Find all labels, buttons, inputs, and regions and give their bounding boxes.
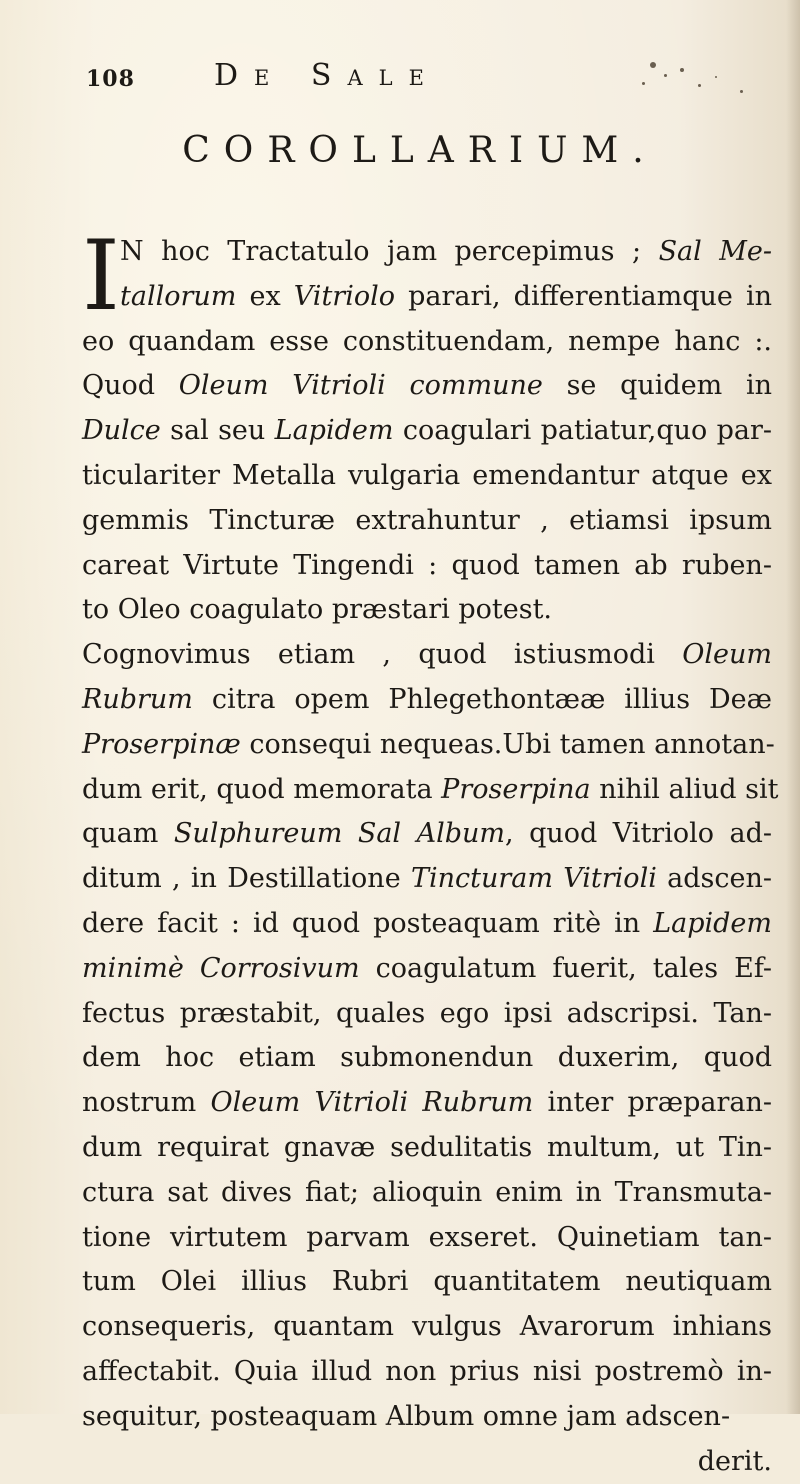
- running-header: [0, 48, 800, 98]
- text-span: adscen-: [656, 863, 772, 895]
- text-span: careat Virtute Tingendi : quod tamen ab ruben-: [82, 549, 772, 581]
- text-span: ex: [236, 280, 294, 312]
- text-span: , quod Vitriolo ad-: [504, 818, 772, 850]
- text-span: eo quandam esse constituendam, nempe hanc :.: [82, 325, 772, 357]
- text-span: sal seu: [160, 415, 275, 447]
- italic-text: Oleum Vitrioli Rubrum: [210, 1087, 534, 1119]
- section-title: COROLLARIUM.: [182, 130, 658, 171]
- text-line: [82, 857, 772, 902]
- text-line: [82, 364, 772, 409]
- body-text: [82, 220, 779, 1484]
- italic-text: minimè Corrosivum: [82, 952, 360, 984]
- text-line: [82, 454, 772, 499]
- text-span: dum requirat gnavæ sedulitatis multum, ut Tin-: [82, 1131, 772, 1163]
- text-line: [82, 633, 772, 678]
- text-line: [82, 678, 772, 723]
- italic-text: Oleum Vitrioli commune: [178, 370, 543, 402]
- italic-text: Dulce: [82, 415, 161, 447]
- text-span: dere facit : id quod posteaquam ritè in: [82, 907, 654, 939]
- text-line: [82, 1305, 772, 1350]
- text-span: derit.: [697, 1445, 772, 1477]
- italic-text: Rubrum: [82, 683, 193, 715]
- text-span: quam: [82, 818, 174, 850]
- text-span: se quidem in: [542, 370, 773, 402]
- text-span: affectabit. Quia illud non prius nisi postremò in-: [82, 1355, 772, 1387]
- text-line: [82, 588, 772, 633]
- text-line: [82, 544, 772, 589]
- italic-text: Oleum: [682, 639, 772, 671]
- text-span: tione virtutem parvam exseret. Quinetiam tan-: [82, 1221, 772, 1253]
- text-line: [82, 1036, 772, 1081]
- text-line: [82, 723, 775, 768]
- running-head: De Sale: [214, 58, 440, 93]
- text-span: nostrum: [82, 1087, 211, 1119]
- text-span: ctura sat dives fiat; alioquin enim in Transmuta-: [82, 1176, 772, 1208]
- text-span: dum erit, quod memorata: [82, 773, 442, 805]
- text-line: [82, 1440, 772, 1484]
- drop-cap: I: [82, 220, 120, 332]
- text-line: [82, 992, 772, 1037]
- text-line: [82, 1395, 772, 1440]
- text-span: consequeris, quantam vulgus Avarorum inhians: [82, 1311, 772, 1343]
- text-line: [82, 768, 779, 813]
- text-span: consequi nequeas.Ubi tamen annotan-: [240, 728, 775, 760]
- text-span: coagulari patiatur,quo par-: [393, 415, 773, 447]
- text-line: [82, 947, 772, 992]
- text-span: dem hoc etiam submonendun duxerim, quod: [82, 1042, 772, 1074]
- text-span: citra opem Phlegethontææ illius Deæ: [192, 683, 772, 715]
- text-line: [82, 1350, 772, 1395]
- text-line: [82, 1171, 772, 1216]
- page-edge-shadow: [786, 0, 800, 1414]
- ink-specks: [620, 54, 770, 114]
- italic-text: Sal Me-: [658, 236, 772, 267]
- text-span: inter præparan-: [533, 1087, 772, 1119]
- text-line: [82, 1126, 772, 1171]
- text-span: ticulariter Metalla vulgaria emendantur atque ex: [82, 459, 772, 491]
- text-line: [82, 1216, 772, 1261]
- italic-text: Vitriolo: [293, 280, 395, 312]
- text-line: [82, 230, 772, 275]
- text-span: to Oleo coagulato præstari potest.: [82, 594, 552, 626]
- text-span: ditum , in Destillatione: [82, 863, 411, 895]
- text-span: tum Olei illius Rubri quantitatem neutiquam: [82, 1266, 772, 1298]
- italic-text: Lapidem: [274, 415, 394, 447]
- text-line: [82, 320, 772, 365]
- text-span: N hoc Tractatulo jam percepimus ;: [120, 236, 659, 267]
- text-span: gemmis Tincturæ extrahuntur , etiamsi ipsum: [82, 504, 772, 536]
- text-span: Quod: [82, 370, 179, 402]
- text-line: [82, 902, 772, 947]
- text-line: [82, 812, 772, 857]
- italic-text: tallorum: [120, 280, 237, 312]
- italic-text: Proserpina: [441, 773, 591, 805]
- text-line: [82, 275, 772, 320]
- text-span: sequitur, posteaquam Album omne jam adscen-: [82, 1400, 731, 1432]
- text-line: [82, 1081, 772, 1126]
- text-span: nihil aliud sit: [590, 773, 779, 805]
- text-span: coagulatum fuerit, tales Ef-: [359, 952, 772, 984]
- text-span: parari, differentiamque in: [394, 280, 772, 312]
- text-line: [82, 409, 772, 454]
- italic-text: Proserpinæ: [82, 728, 241, 760]
- italic-text: Lapidem: [653, 907, 772, 939]
- italic-text: Sulphureum Sal Album: [173, 818, 505, 850]
- text-line: [82, 499, 772, 544]
- text-span: fectus præstabit, quales ego ipsi adscripsi. Tan-: [82, 997, 772, 1029]
- text-line: [82, 1260, 772, 1305]
- page-number: 108: [86, 66, 135, 92]
- italic-text: Tincturam Vitrioli: [410, 863, 657, 895]
- text-span: Cognovimus etiam , quod istiusmodi: [82, 639, 683, 671]
